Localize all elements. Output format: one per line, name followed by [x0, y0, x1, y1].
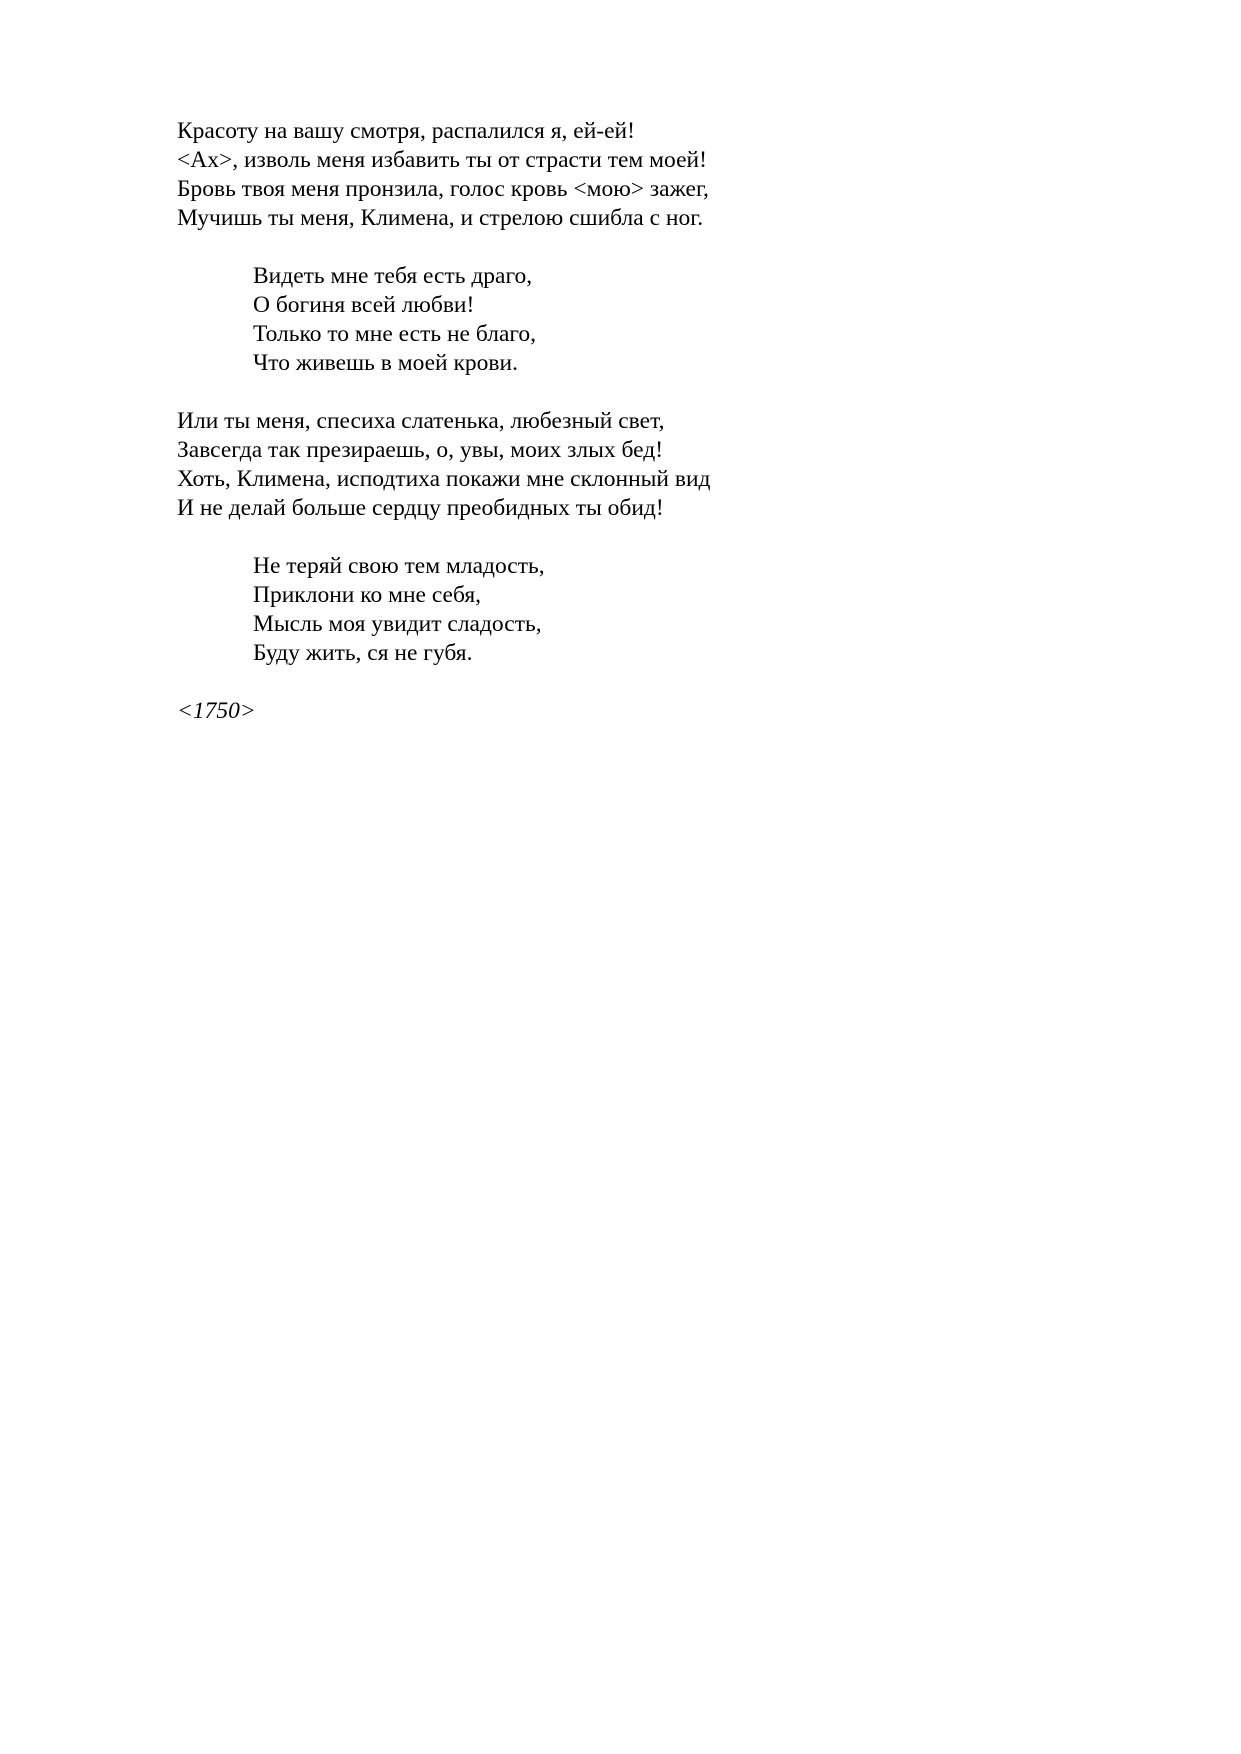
poem-line: Завсегда так презираешь, о, увы, моих злых бед! — [177, 437, 664, 463]
poem-body — [177, 117, 1077, 726]
poem-line: <Ах>, изволь меня избавить ты от страсти тем моей! — [177, 147, 707, 173]
poem-line: Приклони ко мне себя, — [253, 582, 482, 608]
poem-line: Мысль моя увидит сладость, — [253, 611, 542, 637]
poem-line: Видеть мне тебя есть драго, — [253, 263, 533, 289]
poem-line: Хоть, Климена, исподтиха покажи мне склонный вид — [177, 466, 711, 492]
poem-line: Или ты меня, спесиха слатенька, любезный свет, — [177, 408, 665, 434]
poem-line: Не теряй свою тем младость, — [253, 553, 545, 579]
stanza-3 — [177, 407, 1077, 523]
stanza-1 — [177, 117, 1077, 233]
poem-line: Бровь твоя меня пронзила, голос кровь <мою> зажег, — [177, 176, 709, 202]
poem-line: Красоту на вашу смотря, распалился я, ей-ей! — [177, 118, 635, 144]
poem-line: Буду жить, ся не губя. — [253, 640, 473, 666]
stanza-2-refrain — [177, 262, 1077, 378]
poem-line: Мучишь ты меня, Климена, и стрелою сшибла с ног. — [177, 205, 704, 231]
stanza-4-refrain — [177, 552, 1077, 668]
poem-date: <1750> — [177, 698, 256, 724]
poem-line: И не делай больше сердцу преобидных ты обид! — [177, 495, 664, 521]
poem-line: О богиня всей любви! — [253, 292, 475, 318]
poem-line: Только то мне есть не благо, — [253, 321, 537, 347]
poem-line: Что живешь в моей крови. — [253, 350, 518, 376]
